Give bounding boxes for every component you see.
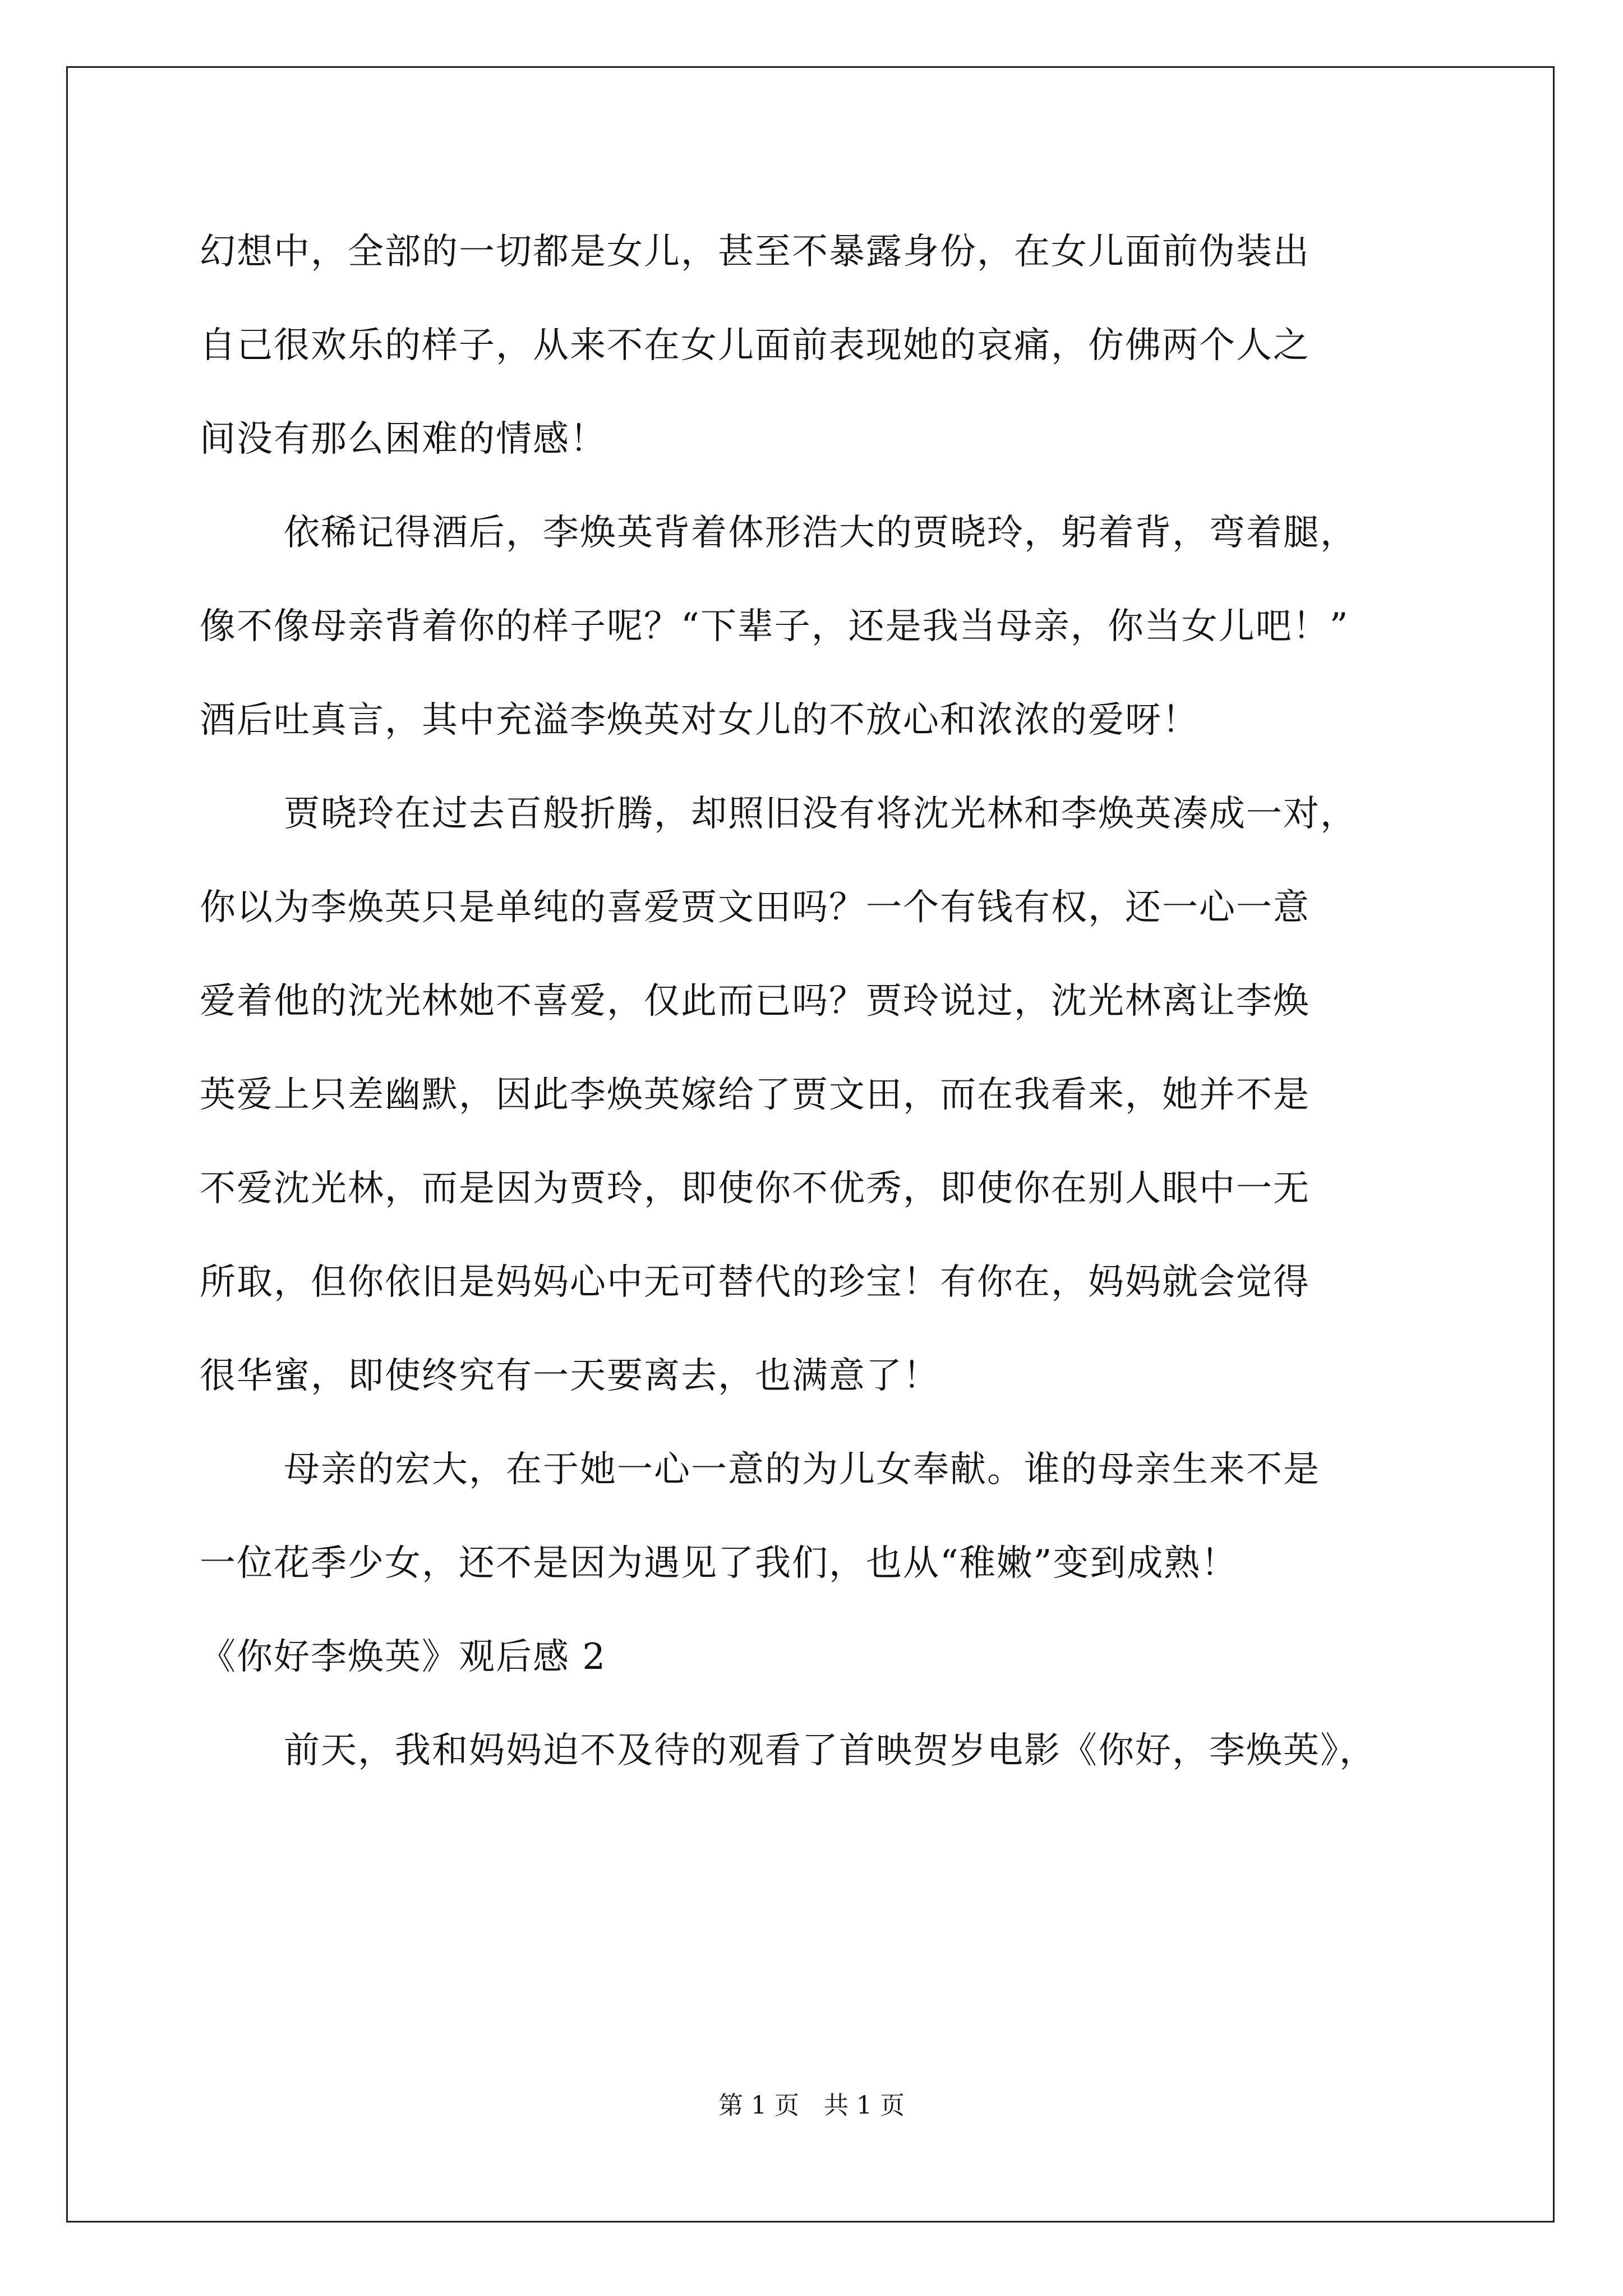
body-text-line: 自己很欢乐的样子，从来不在女儿面前表现她的哀痛，仿佛两个人之: [200, 325, 1310, 366]
body-text-line: 所取，但你依旧是妈妈心中无可替代的珍宝！有你在，妈妈就会觉得: [200, 1262, 1310, 1303]
body-text-line: 像不像母亲背着你的样子呢？“下辈子，还是我当母亲，你当女儿吧！”: [200, 606, 1349, 647]
body-text-line: 酒后吐真言，其中充溢李焕英对女儿的不放心和浓浓的爱呀！: [200, 700, 1199, 741]
paragraph-start-line: 母亲的宏大，在于她一心一意的为儿女奉献。谁的母亲生来不是: [284, 1449, 1320, 1490]
paragraph-start-line: 前天，我和妈妈迫不及待的观看了首映贺岁电影《你好，李焕英》，: [284, 1730, 1376, 1772]
page-border: [66, 66, 1555, 2223]
body-text-line: 间没有那么困难的情感！: [200, 418, 607, 460]
body-text-line: 爱着他的沈光林她不喜爱，仅此而已吗？贾玲说过，沈光林离让李焕: [200, 981, 1310, 1022]
body-text-line: 你以为李焕英只是单纯的喜爱贾文田吗？一个有钱有权，还一心一意: [200, 887, 1310, 928]
paragraph-start-line: 依稀记得酒后，李焕英背着体形浩大的贾晓玲，躬着背，弯着腿，: [284, 512, 1357, 554]
body-text-line: 很华蜜，即使终究有一天要离去，也满意了！: [200, 1355, 940, 1397]
section-heading: 《你好李焕英》观后感 2: [200, 1636, 607, 1678]
body-text-line: 一位花季少女，还不是因为遇见了我们，也从“稚嫩”变到成熟！: [200, 1543, 1238, 1584]
page-footer: 第 1 页 共 1 页: [718, 2091, 905, 2120]
body-text-line: 幻想中，全部的一切都是女儿，甚至不暴露身份，在女儿面前伪装出: [200, 231, 1310, 273]
body-text-line: 不爱沈光林，而是因为贾玲，即使你不优秀，即使你在别人眼中一无: [200, 1168, 1310, 1209]
paragraph-start-line: 贾晓玲在过去百般折腾，却照旧没有将沈光林和李焕英凑成一对，: [284, 793, 1357, 835]
body-text-line: 英爱上只差幽默，因此李焕英嫁给了贾文田，而在我看来，她并不是: [200, 1074, 1310, 1116]
